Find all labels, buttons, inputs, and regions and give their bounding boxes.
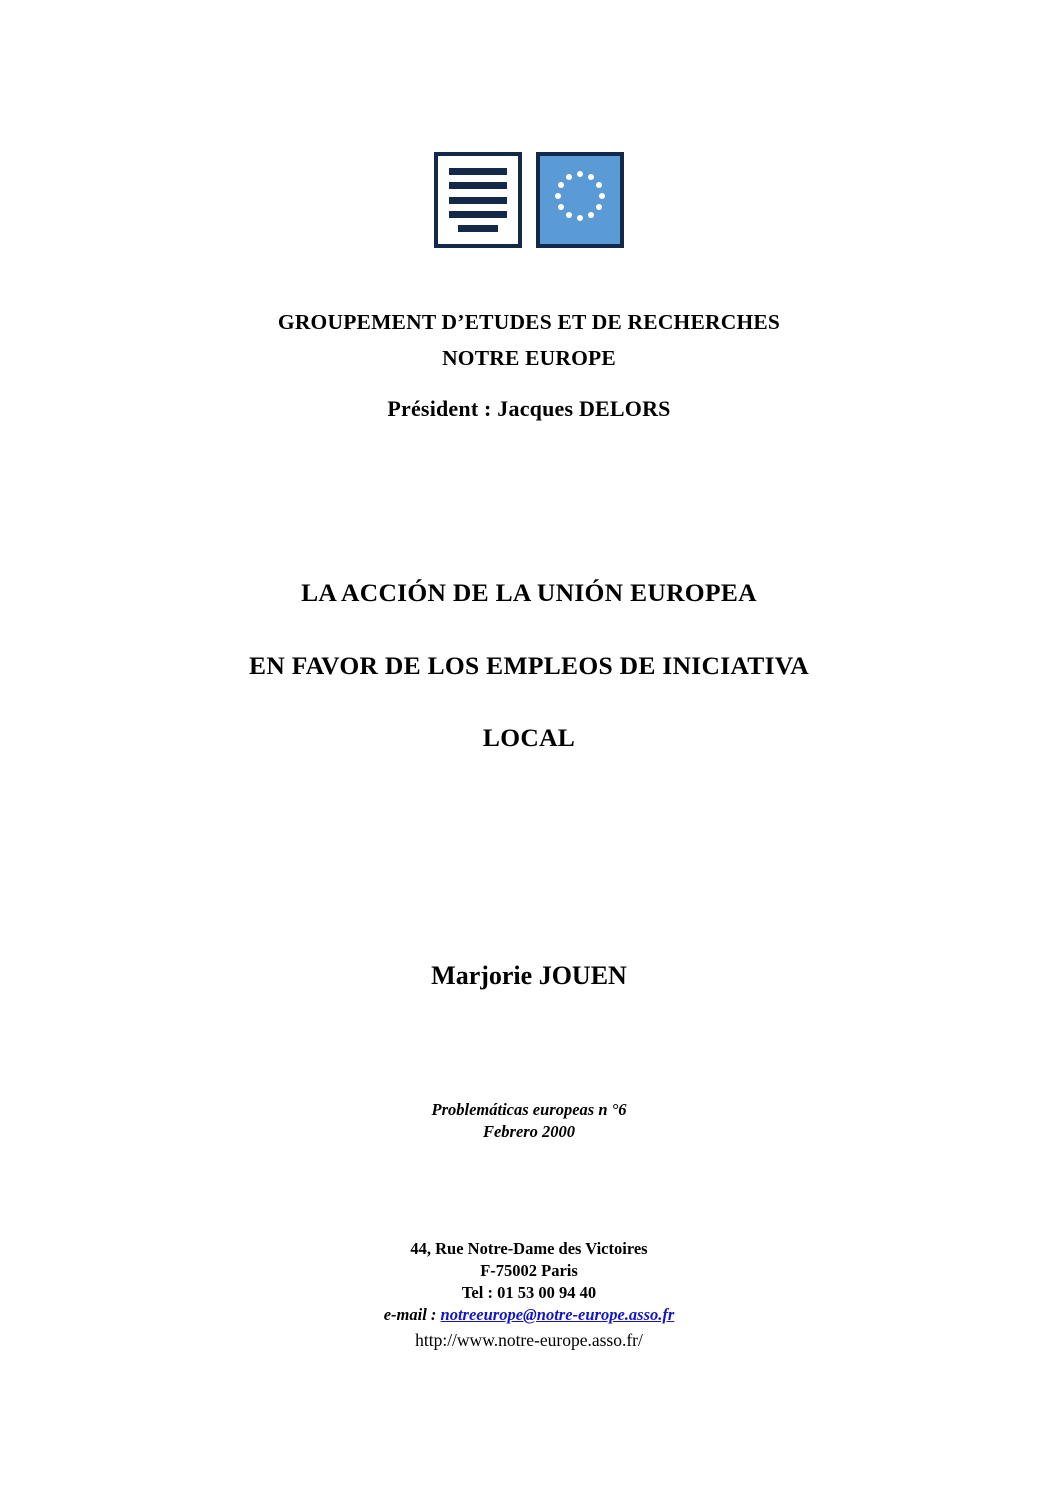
organization-president: Président : Jacques DELORS xyxy=(387,396,671,421)
website-url[interactable]: http://www.notre-europe.asso.fr/ xyxy=(415,1330,643,1350)
author-name: Marjorie JOUEN xyxy=(431,961,627,990)
logo-line xyxy=(449,168,507,175)
page-title-line-1: LA ACCIÓN DE LA UNIÓN EUROPEA xyxy=(301,578,757,607)
email-link[interactable]: notreeurope@notre-europe.asso.fr xyxy=(440,1304,675,1324)
logo-line xyxy=(449,197,507,204)
series-date: Febrero 2000 xyxy=(482,1122,576,1142)
contact-phone: Tel : 01 53 00 94 40 xyxy=(461,1282,597,1302)
email-label: e-mail : xyxy=(383,1304,441,1324)
logo-line xyxy=(458,225,499,232)
logo-line xyxy=(449,211,507,218)
series-name: Problemáticas europeas n °6 xyxy=(431,1100,627,1119)
european-union-flag-icon xyxy=(536,152,624,248)
contact-email-line xyxy=(0,1304,1058,1326)
series-info xyxy=(0,1099,1058,1144)
contact-street: 44, Rue Notre-Dame des Victoires xyxy=(410,1239,648,1258)
logo-line xyxy=(449,182,507,189)
organization-line-1: GROUPEMENT D’ETUDES ET DE RECHERCHES xyxy=(277,310,781,334)
page-title-line-2: EN FAVOR DE LOS EMPLEOS DE INICIATIVA xyxy=(249,651,809,680)
contact-block xyxy=(0,1238,1058,1326)
website-line xyxy=(0,1330,1058,1351)
page-title-line-3: LOCAL xyxy=(482,723,576,752)
logo-block xyxy=(0,152,1058,248)
document-lines-icon xyxy=(434,152,522,248)
organization-line-2: NOTRE EUROPE xyxy=(442,346,616,370)
contact-city: F-75002 Paris xyxy=(480,1260,578,1280)
